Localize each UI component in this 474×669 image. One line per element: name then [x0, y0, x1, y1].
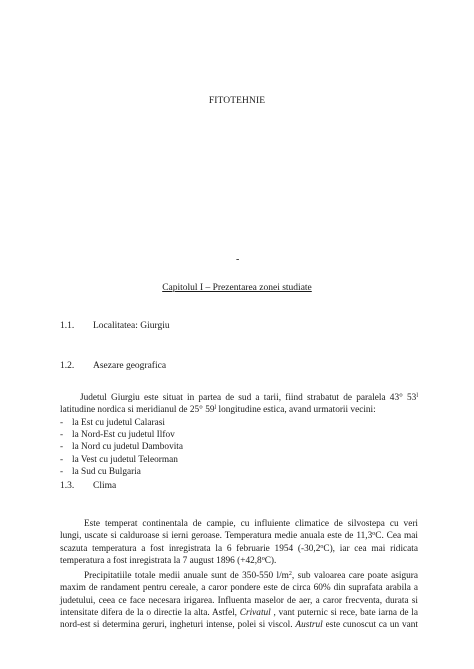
chapter-title: Capitolul I – Prezentarea zonei studiate — [162, 283, 312, 293]
superscript: l — [214, 405, 217, 412]
paragraph-line — [60, 543, 418, 555]
page-marker: - — [236, 254, 240, 265]
list-item — [60, 466, 183, 478]
text-run: Judetul Giurgiu este situat in partea de sud a tarii, fiind strabatut de paralela 43° 53 — [80, 393, 417, 403]
bullet-dash: - — [60, 454, 64, 465]
text-run: latitudine nordica si meridianul de 25° 59 — [60, 405, 215, 416]
list-item — [60, 417, 183, 429]
text-run: scazuta temperatura a fost inregistrata la 6 februarie 1954 (-30,2 — [60, 543, 321, 554]
superscript: o — [261, 555, 265, 562]
paragraph-line — [60, 404, 418, 416]
list-item-text: la Vest cu judetul Teleorman — [72, 454, 178, 465]
text-run: lungi, uscate si calduroase si ierni geroase. Temperatura medie anuala este de 11,3 — [60, 531, 373, 542]
section-number: 1.3. — [60, 481, 75, 491]
text-run: , vant puternic si rece, bate iarna de la — [270, 607, 418, 618]
geo-paragraph — [60, 392, 418, 417]
paragraph-line: maxim de randament pentru cereale, a caror pondere este de circa 60% din suprafata arabila a — [60, 583, 418, 594]
paragraph-line: judetului, ceea ce face necesara irigarea. Influenta maselor de aer, a caror frecventa, durata si — [60, 595, 418, 606]
text-run: Precipitatiile totale medii anuale sunt de 350-550 l/m — [84, 571, 289, 581]
section-heading-localitatea — [60, 321, 170, 331]
bullet-dash: - — [60, 466, 64, 477]
section-heading-asezare — [60, 361, 166, 371]
bullet-dash: - — [60, 442, 64, 453]
superscript: 2 — [288, 571, 292, 577]
text-run: intensitate difera de la o directie la alta. Astfel, — [60, 607, 240, 618]
text-run: C). — [264, 555, 277, 566]
text-run: longitudine estica, avand urmatorii vecini: — [216, 405, 376, 416]
section-number: 1.2. — [60, 361, 75, 371]
section-title: Asezare geografica — [93, 361, 167, 371]
text-run: este cunoscut ca un vant — [322, 620, 418, 631]
text-run: , sub valoarea care poate asigura — [291, 571, 419, 581]
list-item-text: la Est cu judetul Calarasi — [72, 418, 165, 428]
list-item-text: la Sud cu Bulgaria — [72, 466, 141, 477]
list-item-text: la Nord-Est cu judetul Ilfov — [72, 430, 175, 441]
text-run: temperatura a fost inregistrata la 7 august 1896 (+42,8 — [60, 555, 262, 566]
paragraph-line — [60, 530, 418, 542]
section-title: Clima — [93, 481, 117, 491]
paragraph-line — [60, 607, 418, 619]
section-number: 1.1. — [60, 321, 75, 331]
list-item — [60, 429, 183, 441]
paragraph-line — [60, 518, 418, 530]
superscript: l — [416, 393, 418, 399]
section-title: Localitatea: Giurgiu — [93, 321, 170, 331]
document-title: FITOTEHNIE — [208, 96, 266, 106]
paragraph-line — [60, 392, 418, 404]
text-run: nord-est si determina geruri, ingheturi intense, polei si viscol. — [60, 620, 296, 631]
italic-term: Crivatul — [239, 607, 271, 618]
section-heading-clima — [60, 481, 116, 491]
neighbors-list — [60, 417, 183, 478]
paragraph-line — [60, 555, 418, 567]
clima-paragraph-1 — [60, 518, 418, 567]
bullet-dash: - — [60, 418, 64, 428]
superscript: o — [372, 531, 376, 538]
text-run: Este temperat continentala de campie, cu influiente climatice de silvostepa cu veri — [84, 519, 418, 529]
italic-term: Austrul — [295, 620, 323, 631]
text-run: C. Cea mai — [375, 531, 418, 542]
text-run: C), iar cea mai ridicata — [323, 543, 419, 554]
paragraph-line — [60, 570, 418, 582]
list-item-text: la Nord cu judetul Dambovita — [72, 442, 184, 453]
paragraph-line — [60, 619, 418, 631]
superscript: o — [320, 543, 324, 550]
bullet-dash: - — [60, 430, 64, 441]
list-item — [60, 454, 183, 466]
clima-paragraph-2 — [60, 570, 418, 631]
list-item — [60, 441, 183, 453]
